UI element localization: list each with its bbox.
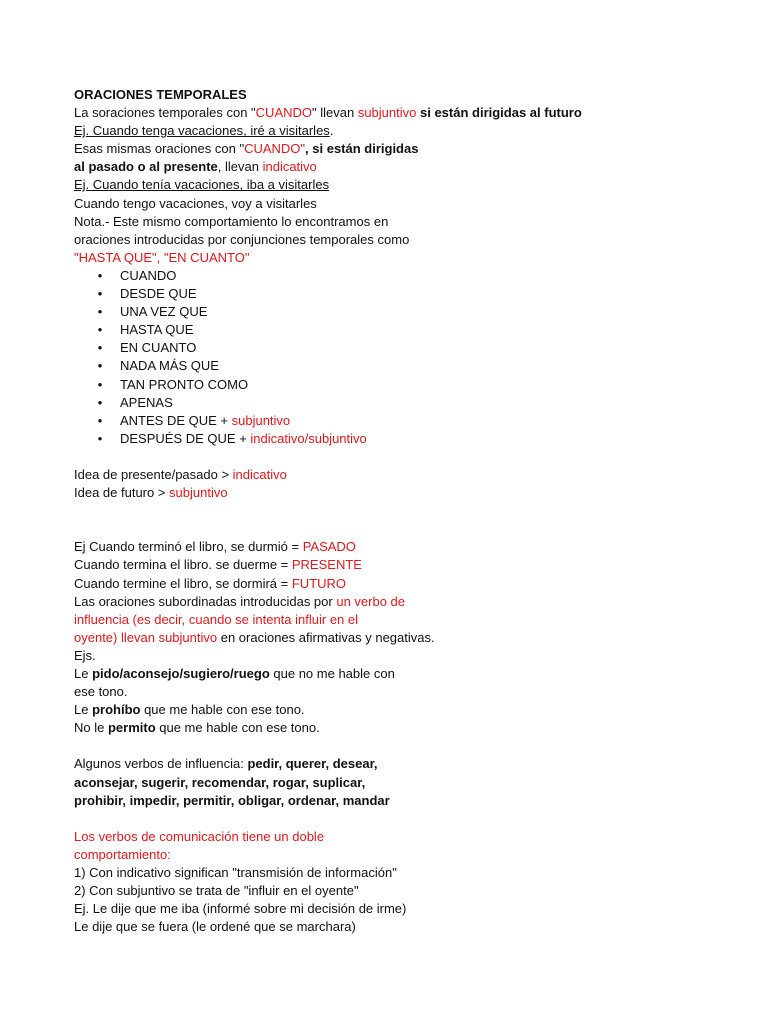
text-segment: DESPUÉS DE QUE + (120, 430, 251, 446)
spacer (74, 502, 714, 520)
intro-section (74, 104, 714, 267)
examples-section (74, 538, 714, 737)
bullet-icon: • (97, 430, 103, 446)
bullet-icon: • (97, 322, 103, 338)
text-line-ejs-2 (74, 701, 714, 719)
conjunction-list (74, 267, 714, 448)
text-line-sub-3 (74, 629, 714, 647)
text-segment: CUANDO (120, 267, 177, 283)
text-segment: Ej Cuando terminó el libro, se durmió = (74, 539, 303, 555)
text-segment: , si están dirigidas (305, 141, 419, 157)
text-segment: UNA VEZ QUE (120, 304, 208, 320)
text-segment: Las oraciones subordinadas introducidas por (74, 593, 337, 609)
text-segment: oyente) (74, 629, 121, 645)
text-line-inf-1 (74, 755, 714, 773)
text-segment: 1) Con indicativo significan "transmisión de información" (74, 865, 397, 881)
bullet-icon: • (97, 412, 103, 428)
text-line-l6 (74, 195, 714, 213)
text-line-idea-future (74, 484, 714, 502)
text-line-com-2 (74, 846, 714, 864)
text-line-com-4 (74, 882, 714, 900)
text-segment: "HASTA QUE", "EN CUANTO" (74, 249, 250, 265)
ideas-section (74, 466, 714, 502)
text-line-idea-present (74, 466, 714, 484)
text-segment: Los verbos de comunicación tiene un doble (74, 828, 325, 844)
text-segment: indicativo (232, 466, 287, 482)
text-segment: EN CUANTO (120, 340, 197, 356)
conjunction-item (74, 339, 714, 357)
text-line-com-1 (74, 828, 714, 846)
text-line-com-3 (74, 864, 714, 882)
text-segment: , llevan (217, 159, 263, 175)
spacer (74, 520, 714, 538)
text-segment: comportamiento: (74, 846, 171, 862)
text-segment: FUTURO (291, 575, 347, 591)
text-segment: indicativo (262, 159, 317, 175)
text-segment: subjuntivo (231, 412, 291, 428)
text-segment: Nota.- Este mismo comportamiento lo encontramos en (74, 213, 389, 229)
text-segment: prohíbo (92, 702, 141, 718)
text-line-ejs-3 (74, 719, 714, 737)
text-segment: prohibir, impedir, permitir, obligar, ordenar, mandar (74, 792, 390, 808)
bullet-icon: • (97, 340, 103, 356)
document-title: ORACIONES TEMPORALES (74, 87, 247, 102)
text-line-ex-future (74, 575, 714, 593)
text-segment: APENAS (120, 394, 173, 410)
text-segment: Algunos verbos de influencia: (74, 756, 248, 772)
conjunction-item (74, 430, 714, 448)
text-line-l7 (74, 213, 714, 231)
text-segment: . (329, 123, 334, 139)
text-segment: oraciones introducidas por conjunciones temporales como (74, 231, 410, 247)
text-line-inf-2 (74, 774, 714, 792)
text-segment: Idea de futuro > (74, 485, 170, 501)
text-segment: subjuntivo (357, 105, 417, 121)
spacer (74, 810, 714, 828)
text-line-ejs-1b (74, 683, 714, 701)
text-line-ejs-1 (74, 665, 714, 683)
text-segment: Cuando termina el libro. se duerme = (74, 557, 292, 573)
conjunction-item (74, 357, 714, 375)
text-segment: DESDE QUE (120, 286, 197, 302)
text-segment: No le (74, 720, 108, 736)
conjunction-item (74, 303, 714, 321)
text-segment: Esas mismas oraciones con " (74, 141, 245, 157)
text-line-com-6 (74, 918, 714, 936)
text-segment: influencia (es decir, cuando se intenta influir en el (74, 611, 359, 627)
text-segment: PRESENTE (291, 557, 362, 573)
text-segment: PASADO (302, 539, 356, 555)
bullet-icon: • (97, 304, 103, 320)
text-line-ex-past (74, 538, 714, 556)
conjunction-item (74, 394, 714, 412)
text-line-l5 (74, 176, 714, 194)
text-line-com-5 (74, 900, 714, 918)
text-line-l8 (74, 231, 714, 249)
text-segment: pedir, querer, desear, (247, 756, 378, 772)
text-segment: HASTA QUE (120, 322, 194, 338)
spacer (74, 448, 714, 466)
text-segment: llevan subjuntivo (120, 629, 218, 645)
conjunction-item (74, 267, 714, 285)
text-line-sub-2 (74, 611, 714, 629)
text-segment: aconsejar, sugerir, recomendar, rogar, suplicar, (74, 774, 366, 790)
text-segment: Cuando termine el libro, se dormirá = (74, 575, 292, 591)
bullet-icon: • (97, 267, 103, 283)
text-line-l4 (74, 158, 714, 176)
text-line-ex-present (74, 556, 714, 574)
text-line-l1 (74, 104, 714, 122)
text-segment: si están dirigidas al futuro (416, 105, 582, 121)
text-segment: NADA MÁS QUE (120, 358, 219, 374)
text-segment: al pasado o al presente (74, 159, 218, 175)
text-segment: Le (74, 702, 93, 718)
text-segment: ANTES DE QUE + (120, 412, 232, 428)
spacer (74, 737, 714, 755)
text-segment: Le dije que se fuera (le ordené que se marchara) (74, 919, 356, 935)
text-segment: Ejs. (74, 647, 96, 663)
text-segment: en oraciones afirmativas y negativas. (217, 629, 435, 645)
bullet-icon: • (97, 286, 103, 302)
text-segment: La soraciones temporales con " (74, 105, 256, 121)
conjunction-item (74, 285, 714, 303)
bullet-icon: • (97, 358, 103, 374)
text-segment: Le (74, 666, 93, 681)
text-line-l9 (74, 249, 714, 267)
text-segment: ese tono. (74, 684, 128, 700)
text-segment: pido/aconsejo/sugiero/ruego (92, 666, 270, 681)
conjunction-item (74, 321, 714, 339)
text-segment: que me hable con ese tono. (140, 702, 305, 718)
bullet-icon: • (97, 394, 103, 410)
text-segment: Idea de presente/pasado > (74, 466, 233, 482)
text-segment: Cuando tengo vacaciones, voy a visitarles (74, 195, 317, 211)
text-segment: un verbo de (336, 593, 406, 609)
conjunction-item (74, 412, 714, 430)
text-segment: 2) Con subjuntivo se trata de "influir en el oyente" (74, 883, 359, 899)
text-segment: que me hable con ese tono. (155, 720, 320, 736)
text-segment: Ej. Le dije que me iba (informé sobre mi decisión de irme) (74, 901, 407, 917)
text-segment: " llevan (312, 105, 358, 121)
text-line-l2 (74, 122, 714, 140)
influence-verbs-section (74, 755, 714, 809)
text-segment: que no me hable con (269, 666, 395, 681)
text-segment: CUANDO (255, 105, 313, 121)
text-segment: indicativo/subjuntivo (250, 430, 367, 446)
bullet-icon: • (97, 376, 103, 392)
text-line-inf-3 (74, 792, 714, 810)
text-line-sub-1 (74, 593, 714, 611)
text-segment: CUANDO" (244, 141, 306, 157)
text-line-l3 (74, 140, 714, 158)
text-segment: permito (107, 720, 156, 736)
conjunction-item (74, 376, 714, 394)
communication-verbs-section (74, 828, 714, 937)
text-segment: Ej. Cuando tenía vacaciones, iba a visitarles (74, 177, 330, 193)
text-segment: Ej. Cuando tenga vacaciones, iré a visitarles (74, 123, 330, 139)
text-line-ejs (74, 647, 714, 665)
text-segment: subjuntivo (169, 485, 228, 501)
text-segment: TAN PRONTO COMO (120, 376, 249, 392)
